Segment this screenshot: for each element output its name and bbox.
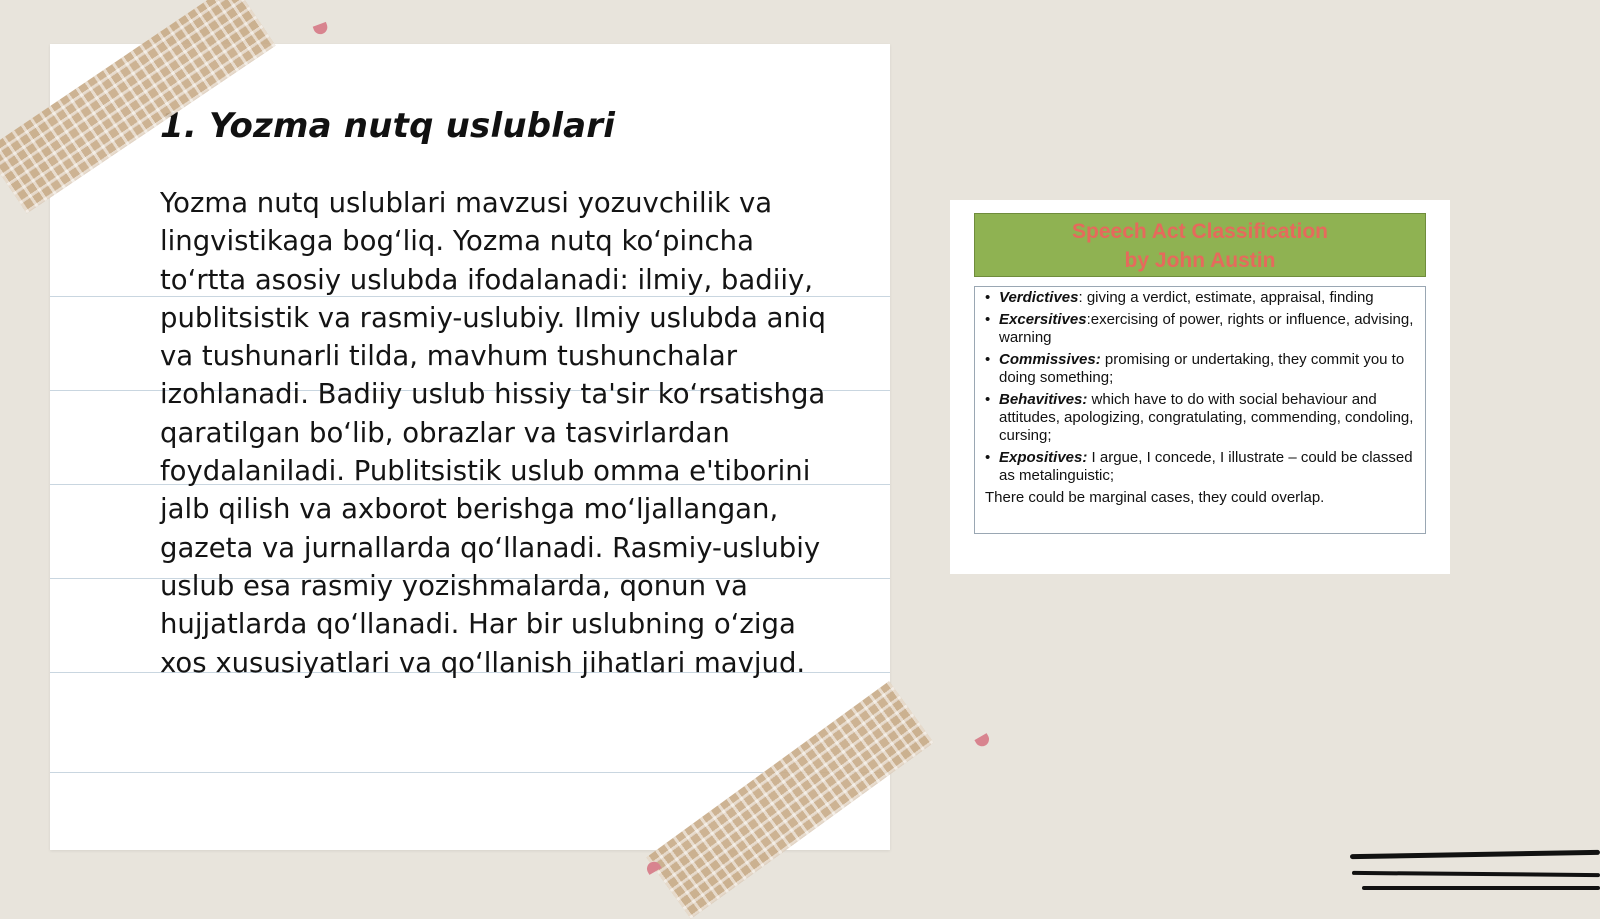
definition: : giving a verdict, estimate, appraisal, finding xyxy=(1078,289,1374,306)
list-item xyxy=(985,449,1415,485)
brush-stroke-decoration xyxy=(1362,886,1600,890)
definition: promising or undertaking, they commit you to doing something; xyxy=(999,351,1405,386)
list-item xyxy=(985,351,1415,387)
speech-act-list xyxy=(985,289,1415,485)
slide-body-text: Yozma nutq uslublari mavzusi yozuvchilik va lingvistikaga bog‘liq. Yozma nutq ko‘pincha to‘rtta asosiy uslubda ifodalanadi: ilmiy, badiiy, publitsistik va rasmiy-uslubiy. Ilmiy uslubda aniq va tushunarli tilda, mavhum tushunchalar izohlanadi. Badiiy uslub hissiy ta'sir ko‘rsatishga qaratilgan bo‘lib, obrazlar va tasvirlardan foydalaniladi. Publitsistik uslub omma e'tiborini jalb qilish va axborot berishga mo‘ljallangan, gazeta va jurnallarda qo‘llanadi. Rasmiy-uslubiy uslub esa rasmiy yozishmalarda, qonun va hujjatlarda qo‘llanadi. Har bir uslubning o‘ziga xos xususiyatlari va qo‘llanish jihatlari mavjud. xyxy=(160,187,826,679)
slide-title: 1. Yozma nutq uslublari xyxy=(160,106,616,146)
bullet-icon: • xyxy=(985,391,991,408)
definition: :exercising of power, rights or influence, advising, warning xyxy=(999,311,1414,346)
brush-stroke-decoration xyxy=(1352,871,1600,877)
bullet-icon: • xyxy=(985,289,991,306)
definition: which have to do with social behaviour and attitudes, apologizing, congratulating, commending, condoling, cursing; xyxy=(999,391,1414,444)
term: Verdictives xyxy=(999,289,1079,306)
speech-act-figure xyxy=(950,200,1450,574)
figure-header xyxy=(974,213,1426,277)
list-item xyxy=(985,311,1415,347)
figure-title-line-1: Speech Act Classification xyxy=(1072,220,1328,243)
pin-top xyxy=(313,22,330,36)
bullet-icon: • xyxy=(985,449,991,466)
term: Behavitives: xyxy=(999,391,1088,408)
bullet-icon: • xyxy=(985,351,991,368)
term: Commissives: xyxy=(999,351,1101,368)
figure-list-box xyxy=(974,286,1426,534)
list-item xyxy=(985,391,1415,445)
figure-title-line-2: by John Austin xyxy=(1124,249,1276,272)
term: Expositives: xyxy=(999,449,1088,466)
lined-paper-card xyxy=(50,44,890,850)
brush-stroke-decoration xyxy=(1350,850,1600,859)
bullet-icon: • xyxy=(985,311,991,328)
term: Excersitives xyxy=(999,311,1087,328)
list-item xyxy=(985,289,1415,307)
pin-bottom-right xyxy=(974,733,991,749)
figure-note: There could be marginal cases, they could overlap. xyxy=(985,489,1325,506)
definition: I argue, I concede, I illustrate – could be classed as metalinguistic; xyxy=(999,449,1413,484)
